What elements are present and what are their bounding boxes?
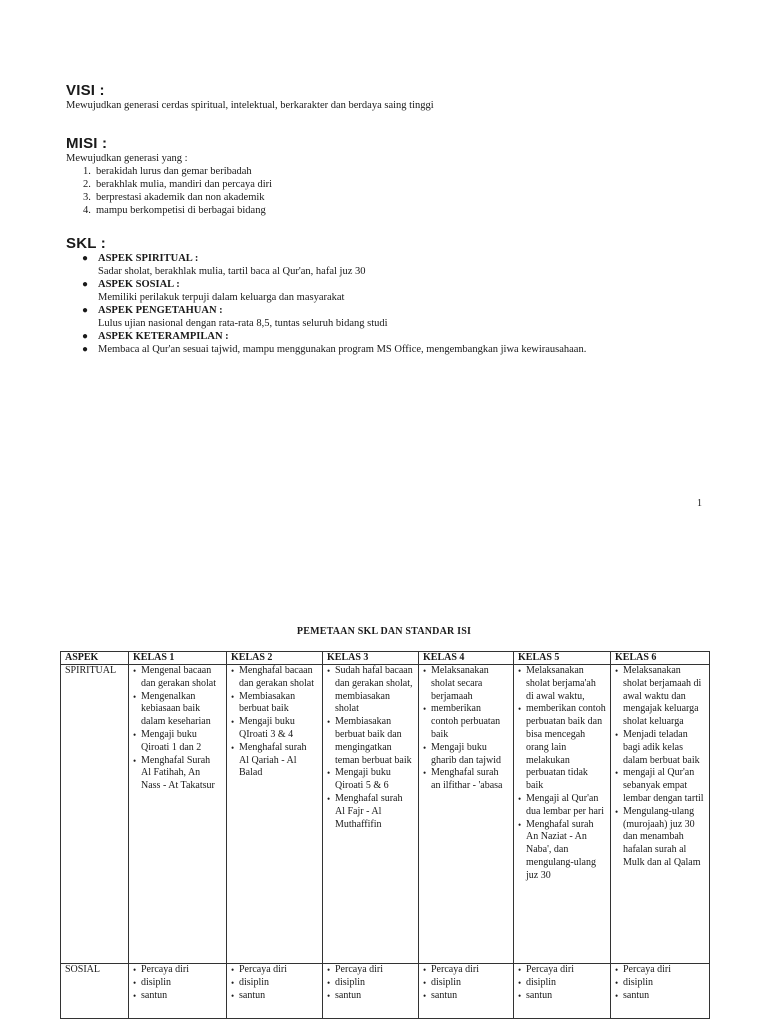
- bullet-icon: ●: [82, 279, 89, 290]
- aspek-cell: SOSIAL: [61, 964, 129, 1019]
- visi-heading: VISI :: [66, 82, 105, 99]
- misi-item-text: mampu berkompetisi di berbagai bidang: [96, 205, 266, 216]
- skl-item-title: [82, 252, 706, 265]
- cell-list-item: • Menghafal surah Al Fajr - Al Muthaffifin: [327, 793, 414, 831]
- cell-list-item: • Membiasakan berbuat baik: [231, 691, 318, 717]
- misi-heading: MISI :: [66, 135, 108, 152]
- misi-item-number: 4.: [83, 205, 91, 216]
- skl-aspek-sosial-title: ASPEK SOSIAL :: [98, 279, 180, 290]
- cell-list-item: • Mengaji buku QIroati 3 & 4: [231, 716, 318, 742]
- misi-item: [83, 178, 706, 191]
- cell-list-item: • Sudah hafal bacaan dan gerakan sholat, membiasakan sholat: [327, 665, 414, 716]
- column-header-aspek: ASPEK: [61, 652, 129, 665]
- cell-list-item: • santun: [615, 990, 705, 1003]
- column-header-kelas-6: KELAS 6: [611, 652, 710, 665]
- visi-text: Mewujudkan generasi cerdas spiritual, intelektual, berkarakter dan berdaya saing tinggi: [66, 100, 434, 111]
- cell-list-item: • santun: [327, 990, 414, 1003]
- cell-list-item: • Mengaji buku gharib dan tajwid: [423, 742, 509, 768]
- cell-list-item: • Menghafal surah An Naziat - An Naba', dan mengulang-ulang juz 30: [518, 819, 606, 883]
- cell-list-item: • Percaya diri: [231, 964, 318, 977]
- table-cell: [611, 964, 710, 1019]
- table-cell: [227, 665, 323, 964]
- misi-item-text: berakhlak mulia, mandiri dan percaya diri: [96, 179, 273, 190]
- skl-aspek-spiritual-title: ASPEK SPIRITUAL :: [98, 253, 199, 264]
- skl-item-title: [82, 278, 706, 291]
- cell-list-item: • Membiasakan berbuat baik dan mengingatkan teman berbuat baik: [327, 716, 414, 767]
- misi-list: [83, 165, 706, 217]
- column-header-kelas-4: KELAS 4: [419, 652, 514, 665]
- table-row-spiritual: [61, 665, 710, 964]
- table-cell: [323, 964, 419, 1019]
- cell-list-item: • Mengulang-ulang (murojaah) juz 30 dan menambah hafalan surah al Mulk dan al Qalam: [615, 806, 705, 870]
- cell-list-item: • santun: [423, 990, 509, 1003]
- cell-list-item: • disiplin: [133, 977, 222, 990]
- skl-heading: SKL :: [66, 235, 106, 252]
- bullet-icon: ●: [82, 331, 89, 342]
- cell-list-item: • Melaksanakan sholat berjama'ah di awal waktu,: [518, 665, 606, 703]
- bullet-icon: ●: [82, 344, 89, 355]
- cell-list-item: • Mengaji buku Qiroati 1 dan 2: [133, 729, 222, 755]
- cell-list-item: • santun: [231, 990, 318, 1003]
- cell-list-item: • Percaya diri: [327, 964, 414, 977]
- cell-list-item: • Menghafal Surah Al Fatihah, An Nass - At Takatsur: [133, 755, 222, 793]
- misi-item-number: 1.: [83, 166, 91, 177]
- cell-list-item: • disiplin: [423, 977, 509, 990]
- table-cell: [323, 665, 419, 964]
- column-header-kelas-1: KELAS 1: [129, 652, 227, 665]
- cell-list-item: • disiplin: [615, 977, 705, 990]
- bullet-icon: ●: [82, 253, 89, 264]
- skl-aspek-spiritual-desc: Sadar sholat, berakhlak mulia, tartil baca al Qur'an, hafal juz 30: [98, 266, 366, 277]
- skl-mapping-table: [60, 651, 710, 1019]
- cell-list-item: • Mengenalkan kebiasaan baik dalam keseharian: [133, 691, 222, 729]
- skl-aspek-pengetahuan-title: ASPEK PENGETAHUAN :: [98, 305, 223, 316]
- misi-intro: Mewujudkan generasi yang :: [66, 153, 188, 164]
- cell-list-item: • Percaya diri: [133, 964, 222, 977]
- misi-section: [66, 135, 706, 225]
- cell-list-item: • Melaksanakan sholat berjamaah di awal waktu dan mengajak keluarga sholat keluarga: [615, 665, 705, 729]
- visi-section: [66, 82, 706, 125]
- cell-list-item: • Percaya diri: [423, 964, 509, 977]
- cell-list-item: • santun: [133, 990, 222, 1003]
- aspek-cell: SPIRITUAL: [61, 665, 129, 964]
- skl-item-title: [82, 304, 706, 317]
- cell-list-item: • Melaksanakan sholat secara berjamaah: [423, 665, 509, 703]
- page-number: 1: [697, 498, 702, 509]
- cell-list-item: • memberikan contoh perbuatan baik: [423, 703, 509, 741]
- misi-item-text: berakidah lurus dan gemar beribadah: [96, 166, 252, 177]
- cell-list-item: • mengaji al Qur'an sebanyak empat lembar dengan tartil: [615, 767, 705, 805]
- cell-list-item: • memberikan contoh perbuatan baik dan bisa mencegah orang lain melakukan perbuatan tidak baik: [518, 703, 606, 793]
- cell-list-item: • disiplin: [518, 977, 606, 990]
- table-cell: [419, 964, 514, 1019]
- skl-item-title: [82, 330, 706, 343]
- cell-list-item: • Menghafal surah an ilfithar - 'abasa: [423, 767, 509, 793]
- cell-list-item: • Mengaji al Qur'an dua lembar per hari: [518, 793, 606, 819]
- cell-list-item: • Mengenal bacaan dan gerakan sholat: [133, 665, 222, 691]
- table-cell: [419, 665, 514, 964]
- table-cell: [514, 665, 611, 964]
- skl-section: [66, 235, 706, 356]
- cell-list-item: • disiplin: [231, 977, 318, 990]
- table-cell: [611, 665, 710, 964]
- skl-aspek-sosial-desc: Memiliki perilakuk terpuji dalam keluarga dan masyarakat: [98, 292, 345, 303]
- table-cell: [227, 964, 323, 1019]
- skl-list: [82, 252, 706, 265]
- cell-list-item: • Mengaji buku Qiroati 5 & 6: [327, 767, 414, 793]
- table-row-sosial: [61, 964, 710, 1019]
- cell-list-item: • Menghafal surah Al Qariah - Al Balad: [231, 742, 318, 780]
- cell-list-item: • disiplin: [327, 977, 414, 990]
- misi-item: [83, 165, 706, 178]
- table-cell: [129, 665, 227, 964]
- misi-item-text: berprestasi akademik dan non akademik: [96, 192, 265, 203]
- cell-list-item: • santun: [518, 990, 606, 1003]
- skl-aspek-keterampilan-title: ASPEK KETERAMPILAN :: [98, 331, 229, 342]
- misi-item-number: 2.: [83, 179, 91, 190]
- skl-list: [82, 330, 706, 356]
- skl-aspek-keterampilan-desc: Membaca al Qur'an sesuai tajwid, mampu menggunakan program MS Office, mengembangkan jiwa kewirausahaan.: [98, 344, 587, 355]
- misi-item-number: 3.: [83, 192, 91, 203]
- skl-list: [82, 278, 706, 291]
- skl-aspek-pengetahuan-desc: Lulus ujian nasional dengan rata-rata 8,5, tuntas seluruh bidang studi: [98, 318, 388, 329]
- cell-list-item: • Menjadi teladan bagi adik kelas dalam berbuat baik: [615, 729, 705, 767]
- column-header-kelas-3: KELAS 3: [323, 652, 419, 665]
- cell-list-item: • Menghafal bacaan dan gerakan sholat: [231, 665, 318, 691]
- table-header-row: [61, 652, 710, 665]
- document-page-1: [66, 82, 706, 366]
- cell-list-item: • Percaya diri: [518, 964, 606, 977]
- misi-item: [83, 191, 706, 204]
- skl-list: [82, 304, 706, 317]
- column-header-kelas-5: KELAS 5: [514, 652, 611, 665]
- table-title: PEMETAAN SKL DAN STANDAR ISI: [296, 626, 472, 637]
- misi-item: [83, 204, 706, 217]
- table-cell: [129, 964, 227, 1019]
- bullet-icon: ●: [82, 305, 89, 316]
- skl-item: [82, 343, 706, 356]
- column-header-kelas-2: KELAS 2: [227, 652, 323, 665]
- table-cell: [514, 964, 611, 1019]
- cell-list-item: • Percaya diri: [615, 964, 705, 977]
